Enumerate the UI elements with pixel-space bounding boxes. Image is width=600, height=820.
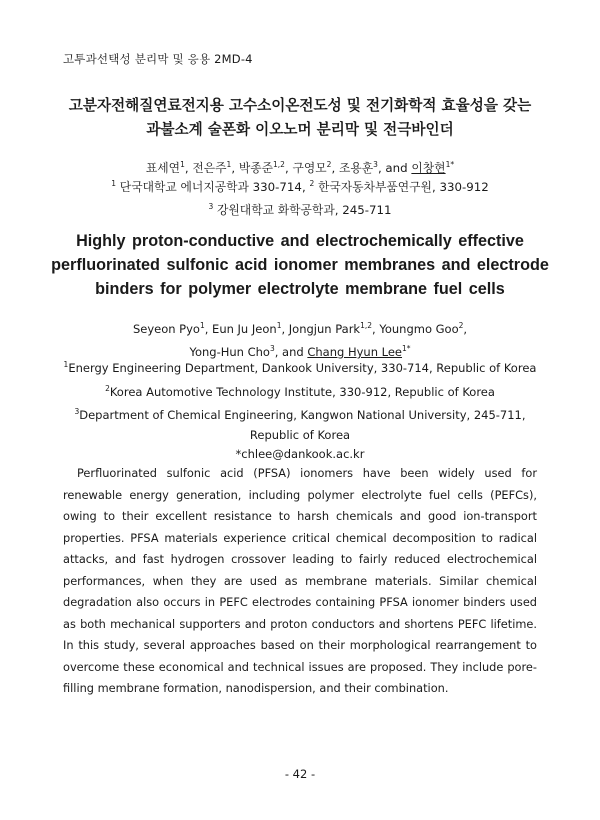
running-header: 고투과선택성 분리막 및 응용 2MD-4: [63, 52, 253, 66]
affiliation-mark: 3: [74, 407, 80, 417]
korean-affiliations: [0, 174, 600, 220]
author-affiliation-mark: 2: [326, 160, 332, 169]
affiliation-text: 한국자동차부품연구원, 330-912: [314, 180, 489, 194]
author-name: 박종준: [238, 161, 274, 175]
author-affiliation-mark: 1: [276, 321, 282, 330]
author-separator: ,: [372, 322, 380, 336]
author-name: 표세연: [145, 161, 181, 175]
author-separator: ,: [284, 161, 293, 175]
korean-title-line-1: 고분자전해질연료전지용 고수소이온전도성 및 전기화학적 효율성을 갖는: [68, 97, 532, 114]
english-title-line-2: perfluorinated sulfonic acid ionomer membranes and electrode: [51, 256, 549, 274]
author-affiliation-mark: 1*: [445, 160, 455, 169]
english-affiliation-1: [0, 355, 600, 379]
korean-title: [0, 94, 600, 142]
english-affiliation-2: [0, 379, 600, 403]
author-name: Yong-Hun Cho: [189, 345, 270, 359]
corresponding-author-name: 이창현: [411, 161, 446, 175]
english-author-line-1: [0, 316, 600, 339]
page-number: - 42 -: [284, 767, 316, 781]
author-affiliation-mark: 1: [226, 160, 232, 169]
affiliation-mark: 3: [208, 202, 214, 211]
korean-affiliation-line-1: [0, 174, 600, 197]
affiliation-mark: 2: [309, 179, 315, 188]
affiliation-text: 단국대학교 에너지공학과 330-714,: [116, 180, 310, 194]
english-title: [0, 229, 600, 301]
author-affiliation-mark: 3: [269, 344, 275, 353]
author-name: Jongjun Park: [288, 322, 361, 336]
affiliation-text: Korea Automotive Technology Institute, 330-912, Republic of Korea: [109, 384, 495, 399]
author-separator: ,: [331, 161, 339, 175]
corresponding-email: *chlee@dankook.ac.kr: [235, 447, 365, 462]
author-affiliation-mark: 1*: [402, 344, 411, 353]
author-separator: , and: [274, 345, 308, 359]
author-name: Youngmo Goo: [379, 322, 459, 336]
english-affiliation-3-continued: Republic of Korea: [249, 427, 351, 442]
author-affiliation-mark: 3: [373, 160, 378, 169]
korean-affiliation-line-2: [0, 197, 600, 220]
abstract-paragraph: Perfluorinated sulfonic acid (PFSA) ionomers have been widely used for renewable energy generation, including polymer electrolyte fuel cells (PEFCs), owing to their excellent resistance to harsh chemicals and good ion-transport properties. PFSA materials experience critical chemical decomposition to radical attacks, and fast hydrogen crossover leading to fairly reduced electrochemical performances, when they are used as membrane materials. Similar chemical degradation also occurs in PEFC electrodes containing PFSA ionomer binders used as both mechanical supporters and proton conductors and shortens PEFC lifetime. In this study, several approaches based on their morphological rearrangement to overcome these economical and technical issues are proposed. They include pore-filling membrane formation, nanodispersion, and their combination.: [63, 466, 537, 695]
affiliation-mark: 1: [63, 360, 69, 369]
author-affiliation-mark: 2: [458, 321, 464, 330]
english-affiliations: [0, 355, 600, 465]
corresponding-author-name: Chang Hyun Lee: [307, 345, 403, 359]
english-title-line-3: binders for polymer electrolyte membrane fuel cells: [95, 280, 505, 298]
affiliation-mark: 2: [105, 383, 110, 393]
author-affiliation-mark: 1: [199, 321, 205, 330]
author-separator: ,: [463, 322, 468, 336]
affiliation-text: 강원대학교 화학공학과, 245-711: [213, 203, 392, 217]
author-separator: ,: [204, 322, 213, 336]
author-name: Seyeon Pyo: [132, 322, 200, 336]
author-separator: , and: [377, 161, 412, 175]
english-affiliation-3: [0, 402, 600, 426]
author-name: 전은주: [192, 161, 227, 175]
author-affiliation-mark: 1,2: [360, 321, 373, 330]
affiliation-text: Department of Chemical Engineering, Kangwon National University, 245-711,: [79, 408, 526, 423]
affiliation-text: Energy Engineering Department, Dankook University, 330-714, Republic of Korea: [68, 361, 537, 375]
author-name: Eun Ju Jeon: [212, 322, 277, 336]
english-title-line-1: Highly proton-conductive and electrochemically effective: [76, 232, 524, 250]
author-name: 조용훈: [338, 161, 374, 175]
author-separator: ,: [184, 161, 193, 175]
korean-title-line-2: 과불소계 술폰화 이오노머 분리막 및 전극바인더: [146, 121, 454, 138]
author-separator: ,: [281, 322, 289, 336]
author-affiliation-mark: 1,2: [273, 160, 285, 169]
affiliation-mark: 1: [111, 179, 117, 188]
author-name: 구영모: [292, 161, 327, 175]
author-separator: ,: [231, 161, 239, 175]
author-affiliation-mark: 1: [180, 160, 185, 169]
